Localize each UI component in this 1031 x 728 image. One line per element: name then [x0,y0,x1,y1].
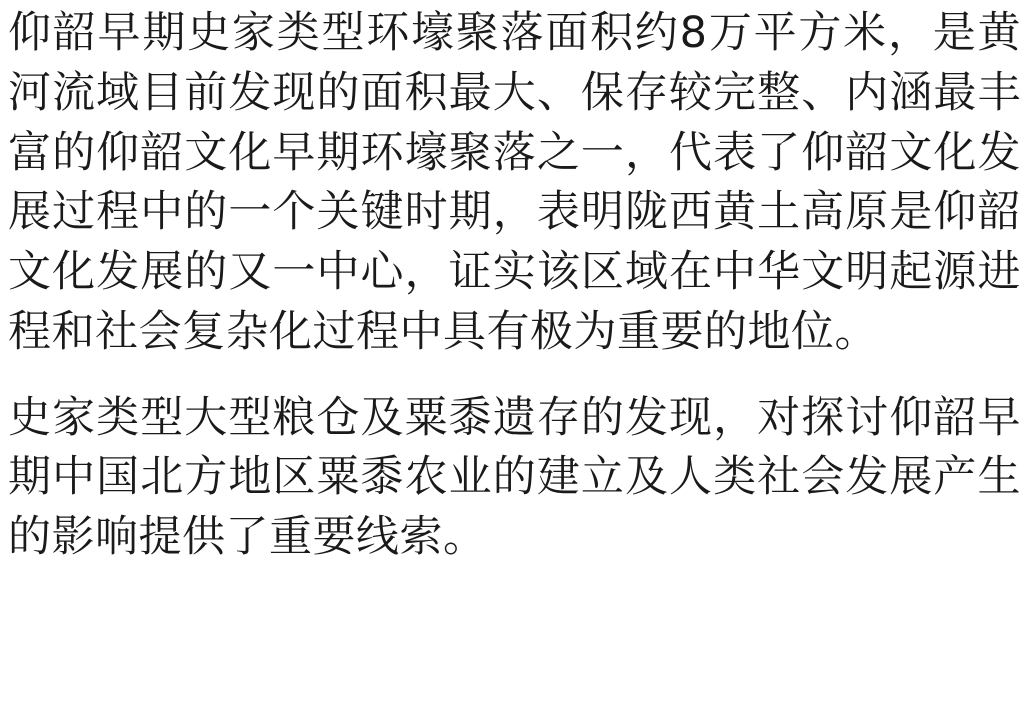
paragraph-2: 史家类型大型粮仓及粟黍遗存的发现，对探讨仰韶早期中国北方地区粟黍农业的建立及人类社会发展产生的影响提供了重要线索。 [8,392,1021,563]
paragraph-1: 仰韶早期史家类型环壕聚落面积约8万平方米，是黄河流域目前发现的面积最大、保存较完整、内涵最丰富的仰韶文化早期环壕聚落之一，代表了仰韶文化发展过程中的一个关键时期，表明陇西黄土高原是仰韶文化发展的又一中心，证实该区域在中华文明起源进程和社会复杂化过程中具有极为重要的地位。 [8,8,1021,357]
